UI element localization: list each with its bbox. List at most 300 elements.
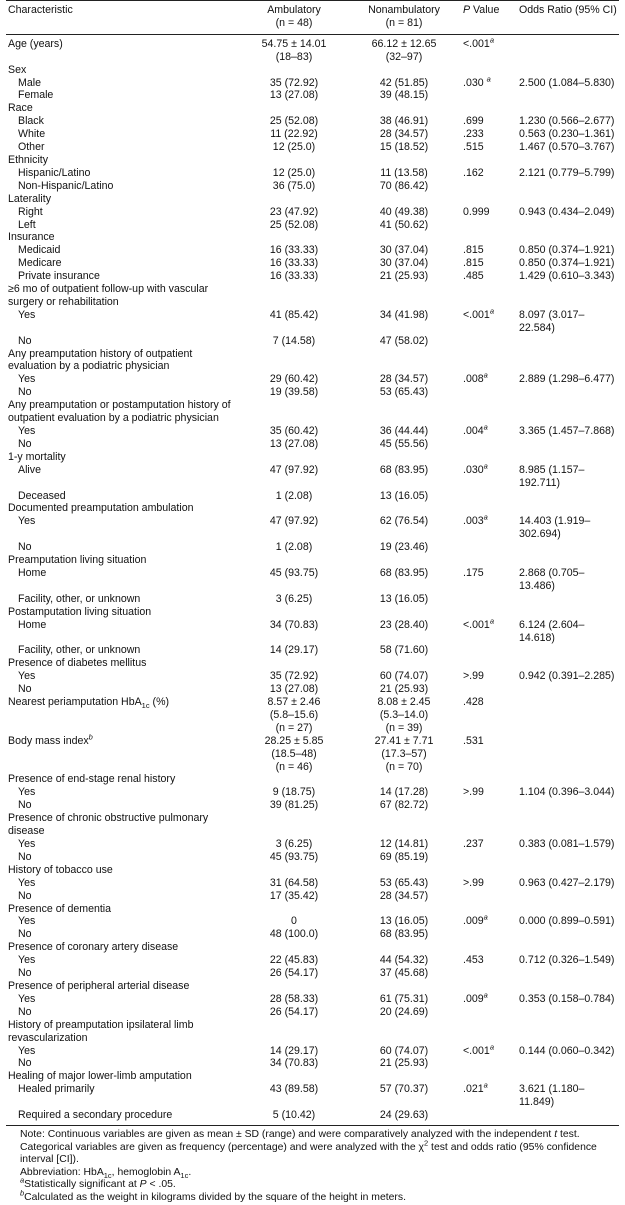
p-value-text: .030 xyxy=(463,76,487,89)
row-label: Yes xyxy=(18,992,36,1005)
row-ambulatory xyxy=(239,670,349,683)
row-ambulatory xyxy=(239,606,349,619)
row-label: Male xyxy=(18,76,41,89)
p-value-sup: a xyxy=(483,422,488,432)
row-odds-ratio: 14.403 (1.919–302.694) xyxy=(519,515,591,541)
row-ambulatory xyxy=(239,890,349,903)
row-label: Yes xyxy=(18,308,36,321)
row-characteristic xyxy=(6,309,239,335)
note-text-1: Note: Continuous variables are given as mean ± SD (range) and were comparatively analyzed with the independent xyxy=(20,1128,555,1140)
nonambulatory-value: 69 (85.19) xyxy=(379,850,429,863)
abbreviation-note xyxy=(8,1167,617,1180)
nonambulatory-value: 47 (58.02) xyxy=(379,334,429,347)
row-odds-ratio: 2.868 (0.705–13.486) xyxy=(519,566,585,592)
row-odds-ratio: 1.104 (0.396–3.044) xyxy=(519,786,615,799)
row-characteristic xyxy=(6,606,239,619)
abbr-sub-2: 1c xyxy=(180,1170,189,1180)
row-p-value xyxy=(459,644,515,657)
row-characteristic xyxy=(6,464,239,490)
row-nonambulatory xyxy=(349,670,459,683)
footnote-a-text-1: Statistically significant at xyxy=(24,1179,140,1191)
nonambulatory-value: 62 (76.54) xyxy=(379,515,429,528)
row-p-value xyxy=(459,1041,515,1058)
nonambulatory-value: 42 (51.85) xyxy=(379,76,429,89)
row-label: Laterality xyxy=(8,192,51,205)
table-row xyxy=(6,502,619,515)
nonambulatory-value: 27.41 ± 7.71 xyxy=(374,734,434,747)
table-row xyxy=(6,141,619,154)
table-row xyxy=(6,231,619,244)
row-characteristic xyxy=(6,373,239,386)
row-nonambulatory xyxy=(349,541,459,554)
p-value-text: .021 xyxy=(463,1083,484,1096)
row-p-value xyxy=(459,34,515,63)
row-label: Medicaid xyxy=(18,244,61,257)
row-label: Black xyxy=(18,115,44,128)
row-ambulatory xyxy=(239,438,349,451)
nonambulatory-value: 38 (46.91) xyxy=(379,115,429,128)
row-p-value xyxy=(459,206,515,219)
row-odds-ratio xyxy=(515,851,619,864)
row-nonambulatory xyxy=(349,464,459,490)
row-label: Presence of dementia xyxy=(8,902,112,915)
p-value-text: .699 xyxy=(463,115,484,128)
row-characteristic xyxy=(6,928,239,941)
table-row xyxy=(6,644,619,657)
nonambulatory-value: 53 (65.43) xyxy=(379,876,429,889)
row-ambulatory xyxy=(239,683,349,696)
row-odds-ratio: 3.621 (1.180–11.849) xyxy=(519,1083,585,1109)
header-ambulatory-n: (n = 48) xyxy=(275,16,313,29)
row-odds-ratio xyxy=(515,231,619,244)
p-value-text: .531 xyxy=(463,734,484,747)
row-ambulatory xyxy=(239,34,349,63)
row-p-value xyxy=(459,115,515,128)
header-ambulatory-label: Ambulatory xyxy=(267,4,321,16)
row-nonambulatory xyxy=(349,348,459,374)
row-characteristic xyxy=(6,838,239,851)
row-p-value xyxy=(459,348,515,374)
row-odds-ratio xyxy=(515,1070,619,1083)
row-p-value xyxy=(459,335,515,348)
p-value-text: .175 xyxy=(463,566,484,579)
ambulatory-value: (5.8–15.6) xyxy=(269,708,319,721)
row-label-sup: b xyxy=(88,732,93,742)
row-ambulatory xyxy=(239,773,349,786)
nonambulatory-value: 13 (16.05) xyxy=(379,915,429,928)
nonambulatory-value: 60 (74.07) xyxy=(379,670,429,683)
row-characteristic xyxy=(6,1006,239,1019)
row-characteristic xyxy=(6,515,239,541)
row-label: Presence of end-stage renal history xyxy=(8,773,176,786)
table-row xyxy=(6,1083,619,1109)
row-ambulatory xyxy=(239,373,349,386)
row-characteristic xyxy=(6,399,239,425)
nonambulatory-value: 41 (50.62) xyxy=(379,218,429,231)
nonambulatory-value: (n = 39) xyxy=(385,721,423,734)
header-characteristic: Characteristic xyxy=(8,4,73,16)
p-value-sup: a xyxy=(489,35,494,45)
table-row xyxy=(6,128,619,141)
row-p-value xyxy=(459,461,515,490)
nonambulatory-value: 70 (86.42) xyxy=(379,179,429,192)
table-row xyxy=(6,335,619,348)
ambulatory-value: 14 (29.17) xyxy=(269,1044,319,1057)
p-value-text: .515 xyxy=(463,141,484,154)
p-value-text: .815 xyxy=(463,244,484,257)
row-ambulatory xyxy=(239,799,349,812)
p-value-sup: a xyxy=(483,912,488,922)
row-nonambulatory xyxy=(349,373,459,386)
row-p-value xyxy=(459,799,515,812)
table-row xyxy=(6,180,619,193)
p-value-text: .453 xyxy=(463,954,484,967)
row-characteristic xyxy=(6,619,239,645)
ambulatory-value: 34 (70.83) xyxy=(269,1057,319,1070)
nonambulatory-value: 19 (23.46) xyxy=(379,541,429,554)
row-p-value xyxy=(459,89,515,102)
row-characteristic xyxy=(6,451,239,464)
row-label-part: Nearest periamputation HbA xyxy=(8,696,142,709)
row-characteristic xyxy=(6,270,239,283)
row-nonambulatory xyxy=(349,1109,459,1125)
nonambulatory-value: 40 (49.38) xyxy=(379,205,429,218)
row-label: Facility, other, or unknown xyxy=(18,592,141,605)
row-odds-ratio xyxy=(515,154,619,167)
row-characteristic xyxy=(6,77,239,90)
row-label: Yes xyxy=(18,954,36,967)
row-p-value xyxy=(459,386,515,399)
row-odds-ratio: 0.144 (0.060–0.342) xyxy=(519,1044,615,1057)
nonambulatory-value: 39 (48.15) xyxy=(379,89,429,102)
table-row xyxy=(6,967,619,980)
ambulatory-value: 36 (75.0) xyxy=(272,179,316,192)
row-label: Postamputation living situation xyxy=(8,605,152,618)
row-p-value xyxy=(459,1109,515,1125)
row-characteristic xyxy=(6,425,239,438)
ambulatory-value: 19 (39.58) xyxy=(269,386,319,399)
table-row xyxy=(6,657,619,670)
row-odds-ratio xyxy=(515,89,619,102)
row-nonambulatory xyxy=(349,206,459,219)
row-odds-ratio xyxy=(515,386,619,399)
row-ambulatory xyxy=(239,490,349,503)
header-p-value xyxy=(459,1,515,35)
row-nonambulatory xyxy=(349,773,459,786)
row-p-value xyxy=(459,399,515,425)
table-row xyxy=(6,915,619,928)
row-p-value xyxy=(459,657,515,670)
ambulatory-value: 3 (6.25) xyxy=(275,838,313,850)
row-nonambulatory xyxy=(349,128,459,141)
row-characteristic xyxy=(6,993,239,1006)
table-row xyxy=(6,64,619,77)
row-label: Presence of chronic obstructive pulmonary disease xyxy=(8,812,209,838)
row-ambulatory xyxy=(239,644,349,657)
ambulatory-value: 23 (47.92) xyxy=(269,205,319,218)
row-label: Insurance xyxy=(8,231,55,244)
row-characteristic xyxy=(6,141,239,154)
row-ambulatory xyxy=(239,335,349,348)
table-row xyxy=(6,464,619,490)
row-ambulatory xyxy=(239,554,349,567)
nonambulatory-value: 68 (83.95) xyxy=(379,463,429,476)
table-row xyxy=(6,735,619,774)
table-row xyxy=(6,877,619,890)
table-row xyxy=(6,193,619,206)
row-characteristic xyxy=(6,34,239,63)
row-label: Yes xyxy=(18,670,36,683)
row-characteristic xyxy=(6,1019,239,1045)
row-label: Body mass index xyxy=(8,734,89,747)
nonambulatory-value: 21 (25.93) xyxy=(379,683,429,696)
nonambulatory-value: 28 (34.57) xyxy=(379,889,429,902)
table-row xyxy=(6,903,619,916)
row-nonambulatory xyxy=(349,864,459,877)
row-label: Healed primarily xyxy=(18,1083,95,1096)
row-nonambulatory xyxy=(349,34,459,63)
row-characteristic xyxy=(6,554,239,567)
table-row xyxy=(6,1109,619,1125)
nonambulatory-value: 28 (34.57) xyxy=(379,373,429,386)
row-ambulatory xyxy=(239,786,349,799)
p-value-text: .485 xyxy=(463,270,484,283)
table-row xyxy=(6,386,619,399)
row-nonambulatory xyxy=(349,606,459,619)
row-ambulatory xyxy=(239,967,349,980)
row-p-value xyxy=(459,812,515,838)
row-label: Facility, other, or unknown xyxy=(18,644,141,657)
row-characteristic xyxy=(6,786,239,799)
row-odds-ratio: 2.500 (1.084–5.830) xyxy=(519,76,615,89)
ambulatory-value: 7 (14.58) xyxy=(272,334,316,347)
row-p-value xyxy=(459,306,515,335)
row-label: Yes xyxy=(18,425,36,437)
note-chi-sup: 2 xyxy=(424,1138,429,1148)
nonambulatory-value: 14 (17.28) xyxy=(379,786,429,799)
row-label: Left xyxy=(18,218,36,231)
row-characteristic xyxy=(6,877,239,890)
row-ambulatory xyxy=(239,128,349,141)
row-nonambulatory xyxy=(349,877,459,890)
row-nonambulatory xyxy=(349,283,459,309)
row-nonambulatory xyxy=(349,928,459,941)
ambulatory-value: 45 (93.75) xyxy=(269,850,319,863)
row-nonambulatory xyxy=(349,270,459,283)
row-odds-ratio xyxy=(515,541,619,554)
row-ambulatory xyxy=(239,980,349,993)
row-nonambulatory xyxy=(349,915,459,928)
row-nonambulatory xyxy=(349,219,459,232)
note-t: t xyxy=(554,1128,558,1140)
row-nonambulatory xyxy=(349,1057,459,1070)
row-odds-ratio: 2.121 (0.779–5.799) xyxy=(519,166,615,179)
table-row xyxy=(6,864,619,877)
row-label: No xyxy=(18,799,32,812)
row-p-value xyxy=(459,231,515,244)
table-row xyxy=(6,438,619,451)
row-odds-ratio: 0.000 (0.899–0.591) xyxy=(519,915,615,928)
header-p-rest: Value xyxy=(470,4,500,16)
row-ambulatory xyxy=(239,154,349,167)
row-label: History of tobacco use xyxy=(8,863,113,876)
row-characteristic xyxy=(6,732,239,774)
row-p-value xyxy=(459,74,515,90)
row-nonambulatory xyxy=(349,89,459,102)
row-ambulatory xyxy=(239,193,349,206)
row-p-value xyxy=(459,616,515,645)
table-row xyxy=(6,451,619,464)
ambulatory-value: (n = 27) xyxy=(275,721,313,734)
ambulatory-value: 12 (25.0) xyxy=(272,166,316,179)
row-p-value xyxy=(459,554,515,567)
table-body xyxy=(6,34,619,1125)
ambulatory-value: 9 (18.75) xyxy=(272,786,316,799)
row-characteristic xyxy=(6,954,239,967)
row-ambulatory xyxy=(239,1006,349,1019)
nonambulatory-value: 28 (34.57) xyxy=(379,128,429,141)
row-nonambulatory xyxy=(349,425,459,438)
row-odds-ratio xyxy=(515,102,619,115)
row-odds-ratio: 0.850 (0.374–1.921) xyxy=(519,257,615,270)
row-p-value xyxy=(459,912,515,928)
ambulatory-value: 13 (27.08) xyxy=(269,437,319,450)
row-p-value xyxy=(459,167,515,180)
ambulatory-value: (18–83) xyxy=(275,50,313,63)
row-characteristic xyxy=(6,102,239,115)
table-row xyxy=(6,619,619,645)
row-nonambulatory xyxy=(349,838,459,851)
row-p-value xyxy=(459,257,515,270)
p-value-text: 0.999 xyxy=(463,205,490,218)
row-characteristic xyxy=(6,1057,239,1070)
table-row xyxy=(6,554,619,567)
table-row xyxy=(6,373,619,386)
row-odds-ratio: 0.383 (0.081–1.579) xyxy=(519,838,615,850)
p-value-text: .003 xyxy=(463,515,484,528)
row-odds-ratio xyxy=(515,980,619,993)
nonambulatory-value: 68 (83.95) xyxy=(379,928,429,941)
row-ambulatory xyxy=(239,206,349,219)
row-p-value xyxy=(459,193,515,206)
ambulatory-value: 5 (10.42) xyxy=(272,1109,316,1122)
row-characteristic xyxy=(6,670,239,683)
row-characteristic xyxy=(6,219,239,232)
row-nonambulatory xyxy=(349,180,459,193)
row-characteristic xyxy=(6,438,239,451)
row-p-value xyxy=(459,567,515,593)
row-ambulatory xyxy=(239,1019,349,1045)
table-figure xyxy=(6,0,619,1205)
footnote-b-text: Calculated as the weight in kilograms divided by the square of the height in meters. xyxy=(24,1191,406,1203)
p-value-sup: a xyxy=(489,616,494,626)
p-value-sup: a xyxy=(483,512,488,522)
nonambulatory-value: 53 (65.43) xyxy=(379,386,429,399)
header-nonambulatory-label: Nonambulatory xyxy=(368,4,440,16)
row-nonambulatory xyxy=(349,1006,459,1019)
row-odds-ratio: 0.943 (0.434–2.049) xyxy=(519,205,615,218)
table-row xyxy=(6,541,619,554)
row-odds-ratio xyxy=(515,606,619,619)
row-odds-ratio xyxy=(515,967,619,980)
row-nonambulatory xyxy=(349,515,459,541)
row-odds-ratio xyxy=(515,283,619,309)
nonambulatory-value: 36 (44.44) xyxy=(379,425,429,437)
row-label: ≥6 mo of outpatient follow-up with vascular surgery or rehabilitation xyxy=(8,283,209,308)
row-label: Home xyxy=(18,618,47,631)
row-p-value xyxy=(459,890,515,903)
row-label: No xyxy=(18,437,32,450)
row-odds-ratio xyxy=(515,399,619,425)
ambulatory-value: 43 (89.58) xyxy=(269,1083,319,1096)
row-odds-ratio xyxy=(515,335,619,348)
row-odds-ratio xyxy=(515,180,619,193)
row-nonambulatory xyxy=(349,980,459,993)
ambulatory-value: 28 (58.33) xyxy=(269,992,319,1005)
row-nonambulatory xyxy=(349,335,459,348)
row-characteristic xyxy=(6,193,239,206)
row-label: Any preamputation or postamputation history of outpatient evaluation by a podiatric physician xyxy=(8,399,231,425)
table-row xyxy=(6,270,619,283)
row-label: 1-y mortality xyxy=(8,450,66,463)
nonambulatory-value: 58 (71.60) xyxy=(379,644,429,657)
ambulatory-value: 13 (27.08) xyxy=(269,89,319,102)
table-row xyxy=(6,954,619,967)
table-row xyxy=(6,34,619,63)
row-odds-ratio xyxy=(515,735,619,774)
row-p-value xyxy=(459,283,515,309)
abbr-text-1: Abbreviation: HbA xyxy=(20,1166,104,1178)
row-nonambulatory xyxy=(349,851,459,864)
row-p-value xyxy=(459,864,515,877)
row-label: No xyxy=(18,889,32,902)
ambulatory-value: 14 (29.17) xyxy=(269,644,319,657)
ambulatory-value: 3 (6.25) xyxy=(275,592,313,605)
row-odds-ratio xyxy=(515,593,619,606)
footnote-a-mark: a xyxy=(20,1175,25,1185)
row-characteristic xyxy=(6,1070,239,1083)
header-nonambulatory-n: (n = 81) xyxy=(385,16,423,29)
table-row xyxy=(6,1057,619,1070)
abbr-text-2: , hemoglobin A xyxy=(111,1166,181,1178)
nonambulatory-value: 68 (83.95) xyxy=(379,566,429,579)
row-characteristic xyxy=(6,348,239,374)
p-value-sup: a xyxy=(489,306,494,316)
row-label: Yes xyxy=(18,915,36,928)
row-odds-ratio: 0.563 (0.230–1.361) xyxy=(519,128,615,141)
table-row xyxy=(6,167,619,180)
row-ambulatory xyxy=(239,735,349,774)
row-characteristic xyxy=(6,644,239,657)
row-ambulatory xyxy=(239,915,349,928)
row-nonambulatory xyxy=(349,799,459,812)
row-p-value xyxy=(459,606,515,619)
row-odds-ratio xyxy=(515,1019,619,1045)
nonambulatory-value: 21 (25.93) xyxy=(379,1057,429,1070)
ambulatory-value: 25 (52.08) xyxy=(269,218,319,231)
table-row xyxy=(6,799,619,812)
row-ambulatory xyxy=(239,180,349,193)
row-ambulatory xyxy=(239,515,349,541)
row-nonambulatory xyxy=(349,619,459,645)
row-ambulatory xyxy=(239,928,349,941)
row-odds-ratio: 1.467 (0.570–3.767) xyxy=(519,141,615,154)
row-label: Deceased xyxy=(18,489,66,502)
row-label: Required a secondary procedure xyxy=(18,1109,173,1122)
row-odds-ratio: 8.097 (3.017–22.584) xyxy=(519,308,585,334)
ambulatory-value: 45 (93.75) xyxy=(269,566,319,579)
row-characteristic xyxy=(6,864,239,877)
